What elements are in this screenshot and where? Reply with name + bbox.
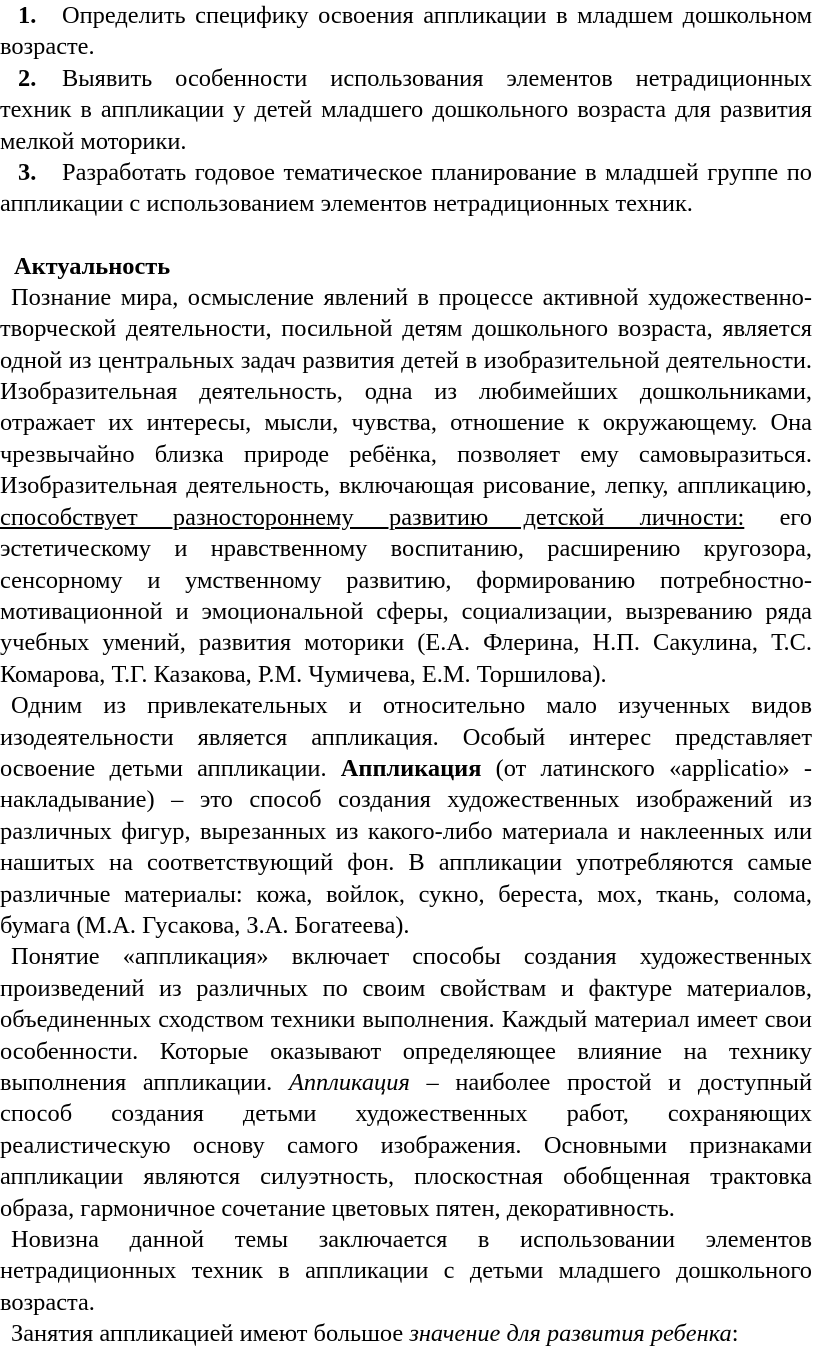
goal-text: Определить специфику освоения аппликации в младшем дошкольном возрасте. bbox=[0, 2, 812, 61]
paragraph-text: его эстетическому и нравственному воспитанию, расширению кругозора, сенсорному и умственному развитию, формированию потребностно-мотивационной и эмоциональной сферы, социализации, вызреванию ряда учебных умений, развития моторики (Е.А. Флерина, Н.П. Сакулина, Т.С. Комарова, Т.Г. Казакова, Р.М. Чумичева, Е.М. Торшилова). bbox=[0, 503, 812, 688]
paragraph-text: Занятия аппликацией имеют большое bbox=[11, 1320, 410, 1348]
underlined-phrase: способствует разностороннему развитию детской личности: bbox=[0, 503, 745, 531]
paragraph-novelty: Новизна данной темы заключается в использовании элементов нетрадиционных техник в аппликации с детьми младшего дошкольного возраста. bbox=[0, 1226, 812, 1316]
paragraph-applique-concept bbox=[0, 941, 812, 1224]
goal-text: Разработать годовое тематическое планирование в младшей группе по аппликации с использованием элементов нетрадиционных техник. bbox=[0, 159, 812, 218]
paragraph-applique-definition bbox=[0, 690, 812, 941]
goal-item-2 bbox=[0, 63, 812, 157]
goal-item-3 bbox=[0, 157, 812, 220]
goal-number: 2. bbox=[18, 64, 37, 92]
paragraph-text: : bbox=[731, 1320, 739, 1348]
paragraph-text: Одним из привлекательных и относительно мало изученных видов изодеятельности является аппликация. Особый интерес представляет освоение детьми аппликации. bbox=[0, 692, 812, 782]
paragraph-text: Понятие «аппликация» включает способы создания художественных произведений из различных по своим свойствам и фактуре материалов, объединенных сходством техники выполнения. Каждый материал имеет свои особенности. Которые оказывают определяющее влияние на технику выполнения аппликации. bbox=[0, 943, 812, 1096]
italic-term: Аппликация bbox=[288, 1069, 410, 1096]
blank-line bbox=[0, 220, 812, 251]
paragraph-text: – наиболее простой и доступный способ создания детьми художественных работ, сохраняющих реалистическую основу самого изображения. Основными признаками аппликации являются силуэтность, плоскостная обобщенная трактовка образа, гармоничное сочетание цветовых пятен, декоративность. bbox=[0, 1069, 812, 1222]
paragraph-significance bbox=[0, 1318, 812, 1349]
bold-term: Аппликация bbox=[340, 754, 482, 782]
paragraph-text: Познание мира, осмысление явлений в процессе активной художественно-творческой деятельности, посильной детям дошкольного возраста, является одной из центральных задач развития детей в изобразительной деятельности. Изобразительная деятельность, одна из любимейших дошкольниками, отражает их интересы, мысли, чувства, отношение к окружающему. Она чрезвычайно близка природе ребёнка, позволяет ему самовыразиться. Изобразительная деятельность, включающая рисование, лепку, аппликацию, bbox=[0, 283, 812, 500]
goal-number: 1. bbox=[18, 2, 37, 29]
goal-item-1 bbox=[0, 0, 812, 63]
section-heading: Актуальность bbox=[14, 252, 171, 280]
paragraph-relevance bbox=[0, 282, 812, 690]
paragraph-text: (от латинского «applicatio» - накладывание) – это способ создания художественных изображений из различных фигур, вырезанных из какого-либо материала и наклеенных или нашитых на соответствующий фон. В аппликации употребляются самые различные материалы: кожа, войлок, сукно, береста, мох, ткань, солома, бумага (М.А. Гусакова, З.А. Богатеева). bbox=[0, 754, 812, 939]
italic-phrase: значение для развития ребенка bbox=[409, 1320, 732, 1348]
goal-number: 3. bbox=[18, 159, 37, 187]
goal-text: Выявить особенности использования элементов нетрадиционных техник в аппликации у детей младшего дошкольного возраста для развития мелкой моторики. bbox=[0, 64, 812, 155]
